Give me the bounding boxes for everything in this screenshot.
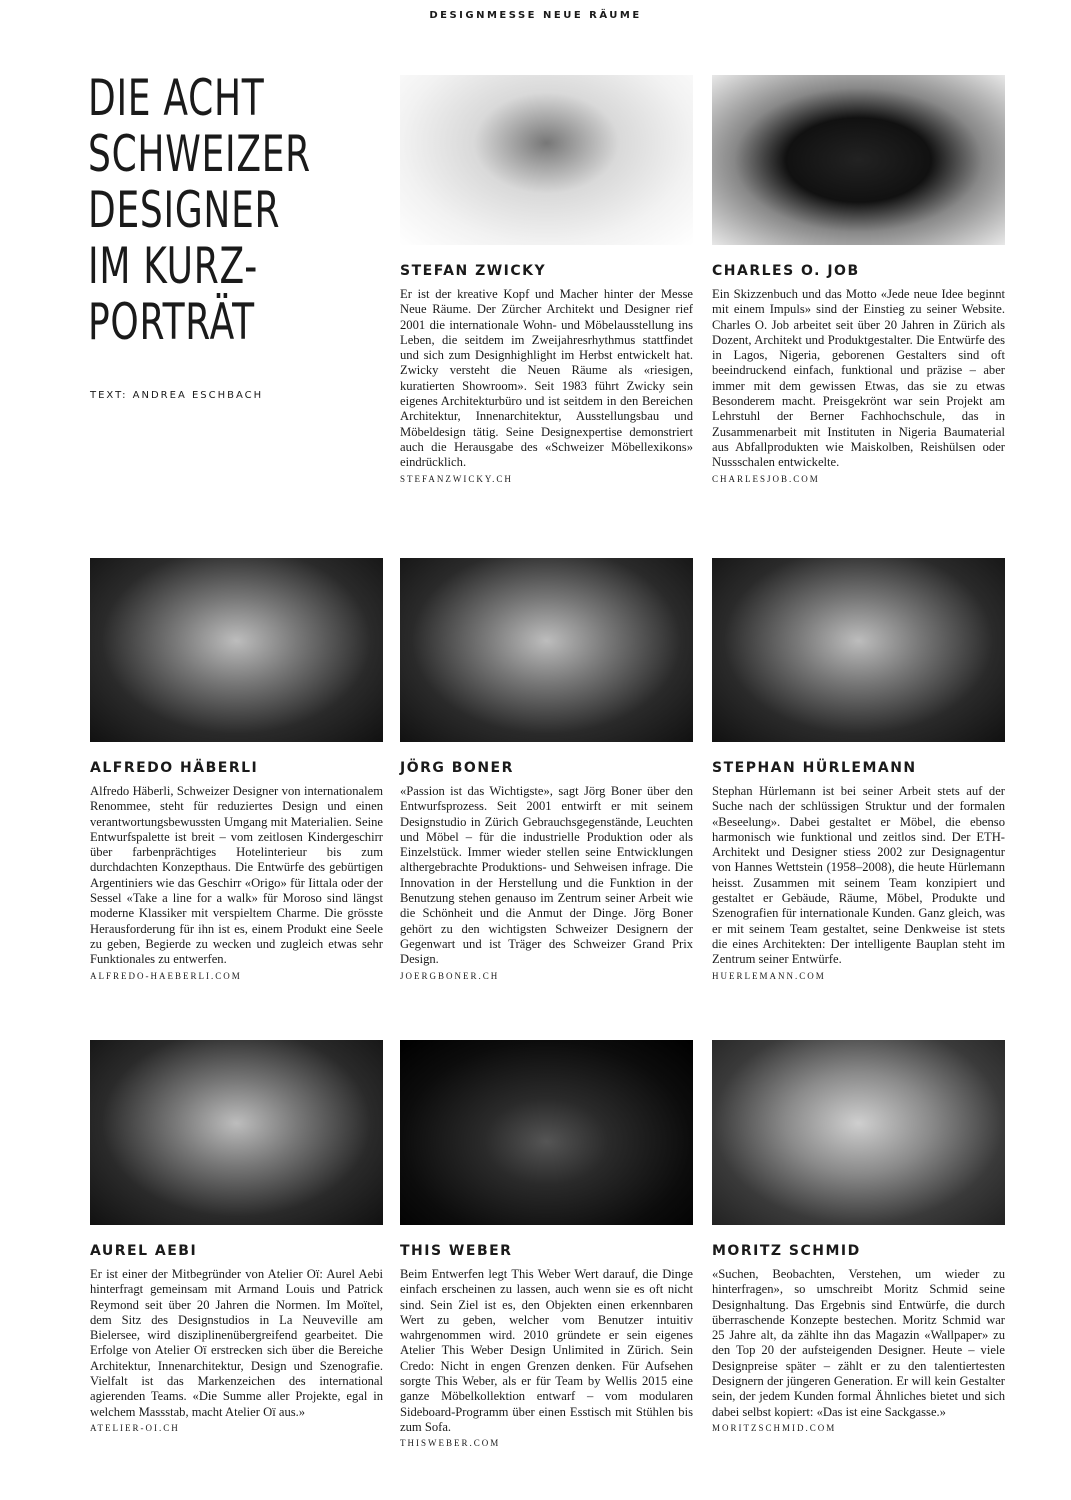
designer-name: STEFAN ZWICKY xyxy=(400,263,547,279)
designer-card-weber xyxy=(400,1040,693,1448)
designer-card-zwicky xyxy=(400,75,693,484)
portrait-photo xyxy=(400,1040,693,1225)
title-line: DIE ACHT xyxy=(88,69,265,127)
portrait-photo xyxy=(90,558,383,742)
designer-website[interactable]: HUERLEMANN.COM xyxy=(712,970,826,981)
designer-website[interactable]: STEFANZWICKY.CH xyxy=(400,473,513,484)
designer-name: MORITZ SCHMID xyxy=(712,1243,861,1259)
portrait-photo xyxy=(712,558,1005,742)
designer-card-boner xyxy=(400,558,693,981)
designer-bio: «Suchen, Beobachten, Verstehen, um wieder zu hinterfragen», so umschreibt Moritz Schmid seine Designhaltung. Das Ergebnis sind Entwürfe, die durch überraschende Konzepte bestechen. Moritz Schmid war 25 Jahre alt, da zählte ihn das Magazin «Wallpaper» zu den Top 20 der aufsteigenden Designer. Heute – viele Designpreise später – zählt er zu den talentiertesten Designern der jüngeren Generation. Er will kein Gestalter sein, der jedem Kunden formal Ähnliches bietet und sich dabei selbst kopiert: «Das ist eine Sackgasse.» xyxy=(712,1267,1005,1419)
section-kicker: DESIGNMESSE NEUE RÄUME xyxy=(429,10,642,21)
designer-website[interactable]: MORITZSCHMID.COM xyxy=(712,1422,837,1433)
designer-name: AUREL AEBI xyxy=(90,1243,198,1259)
portrait-photo xyxy=(90,1040,383,1225)
title-line: DESIGNER xyxy=(88,181,281,239)
designer-bio: Er ist einer der Mitbegründer von Atelier Oï: Aurel Aebi hinterfragt gemeinsam mit Armand Louis und Patrick Reymond seit über 20 Jahren die Normen. Im Moïtel, dem Sitz des Designstudios in La Neuveville am Bielersee, wird disziplinenübergreifend gearbeitet. Die Erfolge von Atelier Oï erstrecken sich über die Bereiche Architektur, Innenarchitektur, Design und Szenografie. Vielfalt ist das Markenzeichen des international agierenden Teams. «Die Summe aller Projekte, egal in welchem Massstab, macht Atelier Oï aus.» xyxy=(90,1267,383,1419)
designer-bio: Alfredo Häberli, Schweizer Designer von internationalem Renommee, steht für reduziertes Design und einen verantwortungsbewussten Umgang mit Materialien. Seine Entwurfspalette ist breit – vom zeitlosen Kindergeschirr über farbenprächtiges Hotelinterieur bis zum durchdachten Konzepthaus. Die Entwürfe des gebürtigen Argentiniers wie das Geschirr «Origo» für Iittala oder der Sessel «Take a line for a walk» für Moroso sind längst moderne Klassiker mit verspieltem Charme. Die grösste Herausforderung für ihn ist es, einem Produkt eine Seele zu geben, Begierde zu wecken und zugleich etwas sehr Funktionales zu entwerfen. xyxy=(90,784,383,967)
portrait-photo xyxy=(712,1040,1005,1225)
designer-website[interactable]: THISWEBER.COM xyxy=(400,1438,501,1449)
designer-bio: Stephan Hürlemann ist bei seiner Arbeit stets auf der Suche nach der schlüssigen Struktur und der formalen «Beseelung». Dabei gestaltet er Möbel, die ebenso harmonisch wie funktional und zeitlos sind. Der ETH-Architekt und Designer stiess 2002 zur Designagentur von Hannes Wettstein (1958–2008), die heute Hürlemann heisst. Zusammen mit seinem Team konzipiert und gestaltet er Gebäude, Räume, Möbel, Produkte und Szenografien für internationale Kunden. Ganz gleich, was er mit seinem Team gestaltet, seine Denkweise ist stets die eines Architekten: Der intelligente Bauplan steht im Zentrum seiner Entwürfe. xyxy=(712,784,1005,967)
designer-bio: Ein Skizzenbuch und das Motto «Jede neue Idee beginnt mit einem Impuls» sind der Einstieg zu seiner Website. Charles O. Job arbeitet seit über 20 Jahren in Zürich als Dozent, Architekt und Produktgestalter. Die Entwürfe des in Lagos, Nigeria, geborenen Gestalters sind oft beeindruckend einfach, funktional und präzise – aber immer mit dem gewissen Etwas, das sie zu etwas Besonderem macht. Preisgekrönt war sein Projekt am Lehrstuhl der Berner Fachhochschule, das in Zusammenarbeit mit Instituten in Nigeria Baumaterial aus Abfallprodukten wie Maiskolben, Reishülsen oder Nussschalen entwickelte. xyxy=(712,287,1005,470)
designer-name: JÖRG BONER xyxy=(400,760,514,776)
title-line: PORTRÄT xyxy=(88,293,255,351)
title-line: SCHWEIZER xyxy=(88,125,311,183)
designer-bio: «Passion ist das Wichtigste», sagt Jörg Boner über den Entwurfsprozess. Seit 2001 entwirft er mit seinem Designstudio in Zürich Gebrauchsgegenstände, Leuchten und Möbel – für die industrielle Produktion oder als Einzelstück. Immer wieder stellen seine Entwicklungen althergebrachte Produktions- und Sehweisen infrage. Die Innovation in der Herstellung und die Funktion in der Benutzung stehen genauso im Zentrum seiner Arbeit wie die Schönheit und die Anmut der Dinge. Jörg Boner gehört zu den wichtigsten Schweizer Designern der Gegenwart und ist Träger des Schweizer Grand Prix Design. xyxy=(400,784,693,967)
designer-bio: Er ist der kreative Kopf und Macher hinter der Messe Neue Räume. Der Zürcher Architekt und Designer rief 2001 die internationale Wohn- und Möbelausstellung ins Leben, die seitdem im Zweijahresrhythmus stattfindet und sich zum Designhighlight im Herbst entwickelt hat. Zwicky versteht die Neuen Räume als «riesigen, kuratierten Showroom». Seit 1983 führt Zwicky sein eigenes Architekturbüro und ist seitdem in den Bereichen Architektur, Innenarchitektur, Ausstellungsbau und Möbeldesign tätig. Seine Designexpertise demonstriert auch die Herausgabe des «Schweizer Möbellexikons» eindrücklich. xyxy=(400,287,693,470)
portrait-photo xyxy=(400,558,693,742)
designer-card-job xyxy=(712,75,1005,484)
designer-name: THIS WEBER xyxy=(400,1243,513,1259)
designer-name: STEPHAN HÜRLEMANN xyxy=(712,760,917,776)
designer-website[interactable]: ALFREDO-HAEBERLI.COM xyxy=(90,970,242,981)
designer-card-schmid xyxy=(712,1040,1005,1433)
designer-website[interactable]: ATELIER-OI.CH xyxy=(90,1422,180,1433)
title-line: IM KURZ- xyxy=(88,237,258,295)
designer-card-huerlemann xyxy=(712,558,1005,981)
portrait-photo xyxy=(400,75,693,245)
designer-website[interactable]: JOERGBONER.CH xyxy=(400,970,500,981)
portrait-photo xyxy=(712,75,1005,245)
page-title xyxy=(88,70,390,350)
designer-website[interactable]: CHARLESJOB.COM xyxy=(712,473,820,484)
designer-bio: Beim Entwerfen legt This Weber Wert darauf, die Dinge einfach erscheinen zu lassen, auch wenn sie es oft nicht sind. Sein Ziel ist es, den Objekten einen erkennbaren Wert zu geben, welcher vom Benutzer intuitiv wahrgenommen wird. 2010 gründete er sein eigenes Atelier This Weber Design Unlimited in Zürich. Sein Credo: Nicht in engen Grenzen denken. Für Aufsehen sorgte This Weber, als er für Team by Wellis 2015 eine ganze Möbelkollektion entwarf – vom modularen Sideboard-Programm über einen Esstisch mit Stühlen bis zum Sofa. xyxy=(400,1267,693,1434)
designer-card-haeberli xyxy=(90,558,383,981)
author-credit: TEXT: ANDREA ESCHBACH xyxy=(90,390,264,401)
designer-name: CHARLES O. JOB xyxy=(712,263,860,279)
designer-card-aebi xyxy=(90,1040,383,1433)
designer-name: ALFREDO HÄBERLI xyxy=(90,760,259,776)
